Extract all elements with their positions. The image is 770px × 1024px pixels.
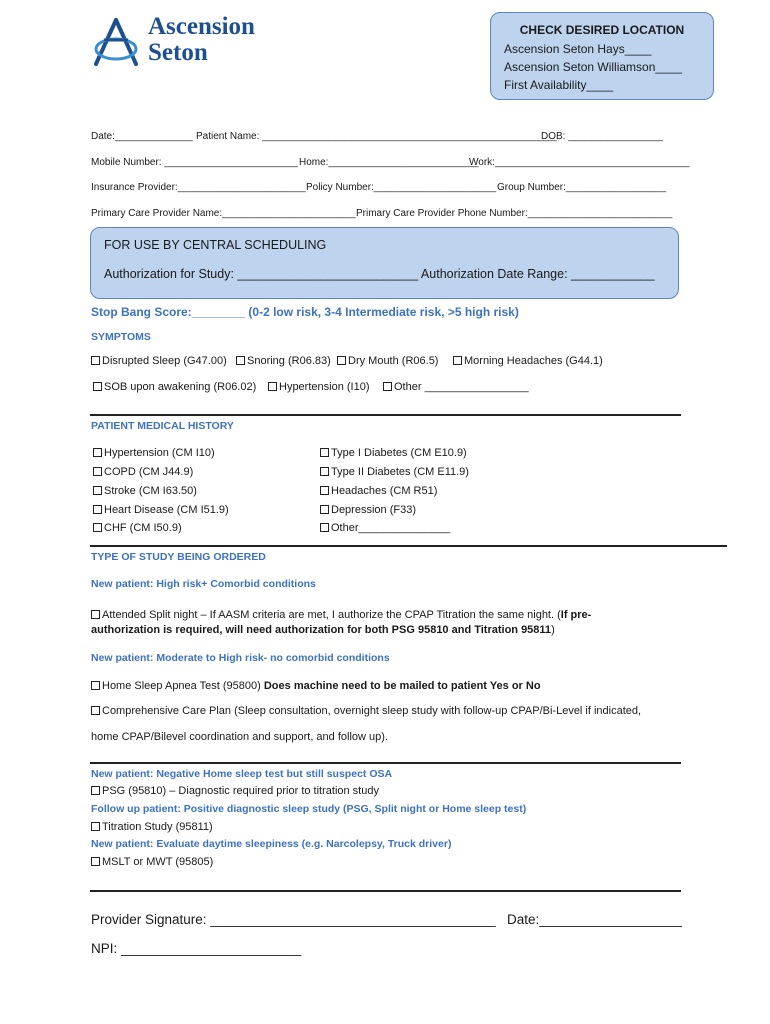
checkbox[interactable] (320, 486, 329, 495)
location-box (490, 12, 714, 100)
history-copd[interactable]: COPD (CM J44.9) (93, 466, 193, 478)
option-split-night[interactable]: Attended Split night – If AASM criteria are met, I authorize the CPAP Titration the same night. (If pre- (91, 606, 691, 624)
checkbox[interactable] (337, 356, 346, 365)
option-psg[interactable]: PSG (95810) – Diagnostic required prior to titration study (91, 785, 379, 797)
symptoms-heading: SYMPTOMS (91, 331, 151, 343)
history-type2-diabetes[interactable]: Type II Diabetes (CM E11.9) (320, 466, 469, 478)
location-title: CHECK DESIRED LOCATION (519, 23, 685, 37)
symptom-dry-mouth[interactable]: Dry Mouth (R06.5) (337, 355, 438, 367)
history-type1-diabetes[interactable]: Type I Diabetes (CM E10.9) (320, 447, 467, 459)
location-option-first-availability[interactable]: First Availability____ (504, 78, 614, 92)
checkbox[interactable] (91, 857, 100, 866)
history-other[interactable]: Other_______________ (320, 522, 450, 534)
study-sub-negative-hst: New patient: Negative Home sleep test but still suspect OSA (91, 768, 393, 780)
history-heart-disease[interactable]: Heart Disease (CM I51.9) (93, 504, 229, 516)
divider (90, 545, 727, 547)
history-chf[interactable]: CHF (CM I50.9) (93, 522, 182, 534)
checkbox[interactable] (453, 356, 462, 365)
checkbox[interactable] (91, 706, 100, 715)
split-night-auth-note: authorization is required, will need authorization for both PSG 95810 and Titration 95811) (91, 624, 555, 636)
symptom-morning-headaches[interactable]: Morning Headaches (G44.1) (453, 355, 603, 367)
checkbox[interactable] (93, 505, 102, 514)
history-headaches[interactable]: Headaches (CM R51) (320, 485, 437, 497)
authorization-line[interactable]: Authorization for Study: __________________________ Authorization Date Range: ____________ (104, 267, 655, 281)
study-sub-high-risk: New patient: High risk+ Comorbid conditions (91, 578, 316, 590)
date-field[interactable]: Date:______________ (91, 131, 193, 142)
checkbox[interactable] (91, 356, 100, 365)
patient-name-field[interactable]: Patient Name: _____________________________________________________ (196, 131, 557, 142)
checkbox[interactable] (93, 523, 102, 532)
history-stroke[interactable]: Stroke (CM I63.50) (93, 485, 197, 497)
location-option-williamson[interactable]: Ascension Seton Williamson____ (504, 60, 683, 74)
study-sub-moderate-risk: New patient: Moderate to High risk- no comorbid conditions (91, 652, 390, 664)
checkbox[interactable] (383, 382, 392, 391)
symptom-other[interactable]: Other _________________ (383, 381, 529, 393)
symptom-snoring[interactable]: Snoring (R06.83) (236, 355, 331, 367)
study-sub-follow-up: Follow up patient: Positive diagnostic sleep study (PSG, Split night or Home sleep test) (91, 803, 527, 815)
policy-number-field[interactable]: Policy Number:______________________ (306, 182, 497, 193)
symptom-sob[interactable]: SOB upon awakening (R06.02) (93, 381, 256, 393)
stop-bang-score[interactable]: Stop Bang Score:________ (0-2 low risk, 3-4 Intermediate risk, >5 high risk) (91, 305, 519, 319)
group-number-field[interactable]: Group Number:__________________ (497, 182, 667, 193)
dob-field[interactable]: DOB: _________________ (541, 131, 663, 142)
logo-line-seton: Seton (148, 39, 208, 66)
signature-date-field[interactable]: Date:___________________ (507, 912, 682, 927)
mobile-number-field[interactable]: Mobile Number: ________________________ (91, 157, 298, 168)
checkbox[interactable] (93, 486, 102, 495)
checkbox[interactable] (93, 467, 102, 476)
checkbox[interactable] (91, 610, 100, 619)
history-hypertension[interactable]: Hypertension (CM I10) (93, 447, 215, 459)
checkbox[interactable] (236, 356, 245, 365)
option-mslt[interactable]: MSLT or MWT (95805) (91, 856, 213, 868)
pcp-name-field[interactable]: Primary Care Provider Name:________________________ (91, 208, 356, 219)
location-option-hays[interactable]: Ascension Seton Hays____ (504, 42, 652, 56)
checkbox[interactable] (320, 505, 329, 514)
central-scheduling-title: FOR USE BY CENTRAL SCHEDULING (104, 238, 327, 252)
central-scheduling-box (90, 227, 679, 299)
ascension-seton-logo (90, 14, 280, 74)
option-titration[interactable]: Titration Study (95811) (91, 821, 213, 833)
symptom-disrupted-sleep[interactable]: Disrupted Sleep (G47.00) (91, 355, 227, 367)
study-sub-daytime-sleepiness: New patient: Evaluate daytime sleepiness (e.g. Narcolepsy, Truck driver) (91, 838, 452, 850)
npi-field[interactable]: NPI: ________________________ (91, 941, 302, 956)
checkbox[interactable] (91, 786, 100, 795)
checkbox[interactable] (93, 382, 102, 391)
insurance-provider-field[interactable]: Insurance Provider:_______________________ (91, 182, 306, 193)
option-home-sleep-test[interactable]: Home Sleep Apnea Test (95800) Does machine need to be mailed to patient Yes or No (91, 680, 541, 692)
option-comprehensive-care[interactable]: Comprehensive Care Plan (Sleep consultation, overnight sleep study with follow-up CPAP/Bi-Level if indicated, (91, 705, 641, 717)
checkbox[interactable] (268, 382, 277, 391)
work-phone-field[interactable]: Work:___________________________________ (469, 157, 690, 168)
checkbox[interactable] (91, 681, 100, 690)
home-phone-field[interactable]: Home:___________________________ (299, 157, 479, 168)
logo-line-ascension: Ascension (148, 13, 255, 40)
provider-signature-field[interactable]: Provider Signature: ______________________________________ (91, 912, 496, 927)
divider (90, 762, 681, 764)
history-depression[interactable]: Depression (F33) (320, 504, 416, 516)
medical-history-heading: PATIENT MEDICAL HISTORY (91, 420, 234, 432)
symptom-hypertension[interactable]: Hypertension (I10) (268, 381, 370, 393)
checkbox[interactable] (320, 467, 329, 476)
checkbox[interactable] (91, 822, 100, 831)
study-type-heading: TYPE OF STUDY BEING ORDERED (91, 551, 266, 563)
comprehensive-care-line2: home CPAP/Bilevel coordination and support, and follow up). (91, 731, 388, 743)
ascension-logo-icon (90, 16, 142, 70)
divider (90, 890, 681, 892)
divider (90, 414, 681, 416)
pcp-phone-field[interactable]: Primary Care Provider Phone Number:__________________________ (356, 208, 673, 219)
checkbox[interactable] (93, 448, 102, 457)
checkbox[interactable] (320, 448, 329, 457)
checkbox[interactable] (320, 523, 329, 532)
